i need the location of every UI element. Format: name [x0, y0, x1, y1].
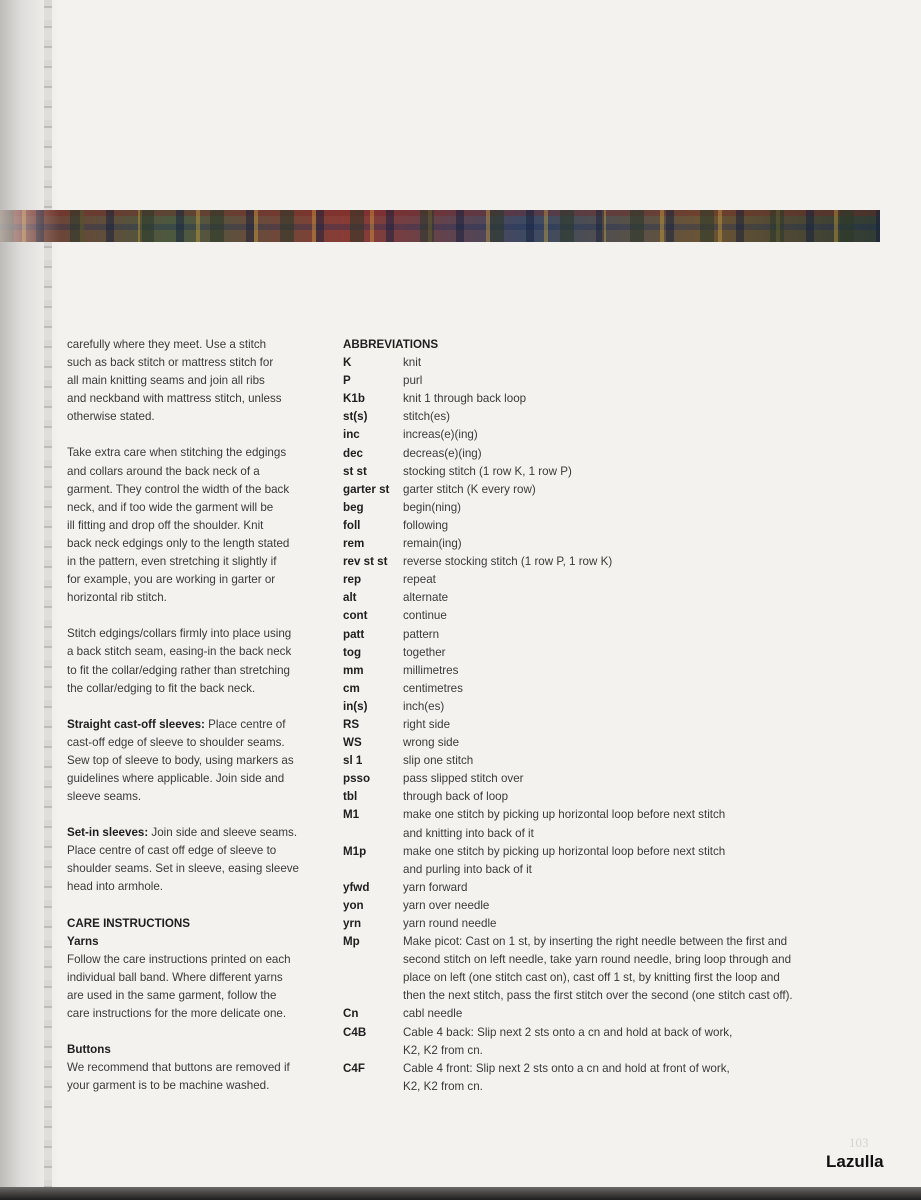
abbreviation-term: yrn	[343, 917, 362, 930]
abbreviation-row	[343, 770, 843, 788]
abbreviation-definition: reverse stocking stitch (1 row P, 1 row K)	[403, 555, 613, 569]
abbreviation-definition: wrong side	[403, 736, 460, 750]
abbreviation-term: psso	[343, 772, 371, 786]
abbreviation-definition: yarn forward	[403, 880, 468, 894]
abbreviation-row	[343, 879, 843, 897]
abbreviation-term: foll	[343, 518, 361, 532]
abbreviation-definition: right side	[403, 717, 451, 731]
abbreviation-definition: purl	[403, 374, 423, 388]
abbreviation-definition: inch(es)	[403, 699, 445, 713]
abbreviation-definition: slip one stitch	[403, 754, 474, 768]
setin-sleeves-text: Join side and sleeve seams. Place centre of cast off edge of sleeve to shoulder seams. Set in sleeve, easing sleeve head into armhole.	[67, 826, 300, 894]
straight-sleeves-text: Place centre of cast-off edge of sleeve to shoulder seams. Sew top of sleeve to body, using markers as guidelines where applicable. Join side and sleeve seams.	[67, 717, 294, 804]
yarns-paragraph: Follow the care instructions printed on each individual ball band. Where different yarns are used in the same garment, follow the care instructions for the more delicate one.	[67, 952, 291, 1020]
tartan-banner	[0, 210, 880, 242]
abbreviation-definition: garter stitch (K every row)	[403, 482, 536, 496]
abbreviation-row	[343, 481, 843, 499]
abbreviation-term: C4F	[343, 1061, 365, 1075]
page-number: 103	[849, 1135, 869, 1150]
abbreviation-term: alt	[343, 591, 357, 605]
abbreviation-term: RS	[343, 717, 360, 731]
abbreviation-term: tbl	[343, 790, 358, 804]
abbreviation-row	[343, 644, 843, 662]
abbreviation-term: st(s)	[343, 410, 368, 424]
abbreviation-row	[343, 1005, 843, 1023]
abbreviation-term: garter st	[343, 482, 390, 496]
abbreviation-definition: stitch(es)	[403, 410, 451, 424]
abbreviation-row	[343, 680, 843, 698]
watermark-text: Lazulla	[826, 1152, 884, 1171]
abbreviation-term: K	[343, 356, 352, 370]
abbreviation-definition: Cable 4 front: Slip next 2 sts onto a cn and hold at front of work, K2, K2 from cn.	[403, 1061, 730, 1093]
seam-paragraph: carefully where they meet. Use a stitch such as back stitch or mattress stitch for all main knitting seams and join all ribs and neckband with mattress stitch, unless otherwise stated.	[67, 338, 282, 424]
abbreviation-term: P	[343, 374, 351, 388]
abbreviation-row	[343, 1060, 843, 1096]
abbreviation-definition: pattern	[403, 627, 440, 641]
abbreviation-definition: pass slipped stitch over	[403, 772, 524, 786]
abbreviation-row	[343, 499, 843, 517]
abbreviation-term: M1p	[343, 844, 367, 858]
abbreviation-definition: Make picot: Cast on 1 st, by inserting the right needle between the first and second stitch on left needle, take yarn round needle, bring loop through and place on left (one stitch cast on), cast off 1 st, by knitting first the loop and then the next stitch, pass the first stitch over the second (one stitch cast off).	[403, 935, 793, 1003]
abbreviation-row	[343, 426, 843, 444]
abbreviation-term: beg	[343, 500, 364, 514]
abbreviation-term: mm	[343, 663, 364, 677]
abbreviation-definition: alternate	[403, 591, 449, 605]
tartan-banner-fade	[0, 210, 60, 242]
abbreviation-row	[343, 390, 843, 408]
abbreviation-row	[343, 408, 843, 426]
care-instructions-heading: CARE INSTRUCTIONS	[67, 916, 191, 930]
abbreviation-term: cont	[343, 609, 368, 623]
abbreviation-row	[343, 607, 843, 625]
abbreviation-row	[343, 788, 843, 806]
abbreviation-definition: make one stitch by picking up horizontal loop before next stitch and knitting into back of it	[403, 808, 726, 840]
abbreviation-row	[343, 897, 843, 915]
abbreviations-list	[343, 336, 843, 1096]
abbreviation-row	[343, 933, 843, 1005]
abbreviation-term: Mp	[343, 935, 360, 949]
abbreviation-term: K1b	[343, 392, 365, 406]
abbreviation-term: M1	[343, 808, 360, 822]
abbreviation-term: C4B	[343, 1025, 367, 1039]
abbreviation-row	[343, 535, 843, 553]
abbreviation-definition: remain(ing)	[403, 537, 462, 551]
buttons-heading: Buttons	[67, 1043, 111, 1057]
abbreviation-definition: yarn round needle	[403, 917, 497, 930]
abbreviation-definition: millimetres	[403, 663, 459, 677]
abbreviation-term: sl 1	[343, 754, 363, 768]
abbreviation-term: rep	[343, 573, 362, 587]
abbreviation-definition: cabl needle	[403, 1007, 463, 1021]
abbreviation-row	[343, 734, 843, 752]
abbreviation-term: Cn	[343, 1007, 359, 1021]
yarns-heading: Yarns	[67, 934, 99, 948]
setin-sleeves-label: Set-in sleeves:	[67, 826, 149, 840]
abbreviation-term: in(s)	[343, 699, 368, 713]
abbreviation-definition: yarn over needle	[403, 898, 490, 912]
abbreviation-term: cm	[343, 681, 360, 695]
left-column-text	[67, 336, 327, 1113]
abbreviation-definition: centimetres	[403, 681, 463, 695]
buttons-paragraph: We recommend that buttons are removed if your garment is to be machine washed.	[67, 1061, 290, 1093]
collars-paragraph: Stitch edgings/collars firmly into place using a back stitch seam, easing-in the back neck to fit the collar/edging rather than stretching the collar/edging to fit the back neck.	[67, 627, 292, 695]
abbreviation-term: yon	[343, 898, 364, 912]
abbreviation-term: rem	[343, 537, 365, 551]
book-spine-edge	[44, 0, 52, 1200]
straight-sleeves-label: Straight cast-off sleeves:	[67, 717, 205, 731]
abbreviation-term: WS	[343, 736, 362, 750]
abbreviation-definition: repeat	[403, 573, 436, 587]
abbreviation-row	[343, 463, 843, 481]
abbreviation-row	[343, 517, 843, 535]
abbreviation-definition: decreas(e)(ing)	[403, 446, 482, 460]
straight-sleeves-paragraph	[67, 716, 327, 806]
abbreviation-row	[343, 445, 843, 463]
abbreviation-term: inc	[343, 428, 360, 442]
abbreviation-definition: knit 1 through back loop	[403, 392, 527, 406]
setin-sleeves-paragraph	[67, 824, 327, 896]
abbreviation-definition: stocking stitch (1 row K, 1 row P)	[403, 464, 572, 478]
abbreviation-term: patt	[343, 627, 365, 641]
abbreviation-term: st st	[343, 464, 367, 478]
abbreviation-definition: following	[403, 518, 449, 532]
abbreviation-term: yfwd	[343, 880, 370, 894]
abbreviation-row	[343, 372, 843, 390]
abbreviation-row	[343, 553, 843, 571]
abbreviation-definition: Cable 4 back: Slip next 2 sts onto a cn and hold at back of work, K2, K2 from cn.	[403, 1025, 733, 1057]
abbreviation-definition: knit	[403, 356, 422, 370]
abbreviation-definition: continue	[403, 609, 447, 623]
abbreviation-definition: make one stitch by picking up horizontal loop before next stitch and purling into back of it	[403, 844, 726, 876]
abbreviation-row	[343, 843, 843, 879]
abbreviation-row	[343, 571, 843, 589]
abbreviation-row	[343, 662, 843, 680]
abbreviation-definition: through back of loop	[403, 790, 509, 804]
abbreviation-definition: together	[403, 645, 446, 659]
abbreviation-row	[343, 716, 843, 734]
abbreviation-row	[343, 1024, 843, 1060]
abbreviation-row	[343, 752, 843, 770]
abbreviation-definition: increas(e)(ing)	[403, 428, 478, 442]
abbreviation-row	[343, 915, 843, 933]
abbreviation-row	[343, 806, 843, 842]
edgings-paragraph: Take extra care when stitching the edgings and collars around the back neck of a garment. They control the width of the back neck, and if too wide the garment will be ill fitting and drop off the shoulder. Knit back neck edgings only to the length stated in the pattern, even stretching it slightly if for example, you are working in garter or horizontal rib stitch.	[67, 446, 290, 605]
abbreviations-title: ABBREVIATIONS	[343, 338, 439, 351]
abbreviation-row	[343, 698, 843, 716]
abbreviations-rows	[343, 354, 843, 1096]
bottom-scan-edge	[0, 1187, 921, 1200]
abbreviation-term: tog	[343, 645, 362, 659]
abbreviation-row	[343, 354, 843, 372]
abbreviation-definition: begin(ning)	[403, 500, 462, 514]
abbreviation-row	[343, 589, 843, 607]
abbreviation-term: dec	[343, 446, 363, 460]
abbreviation-row	[343, 626, 843, 644]
abbreviation-term: rev st st	[343, 555, 388, 569]
